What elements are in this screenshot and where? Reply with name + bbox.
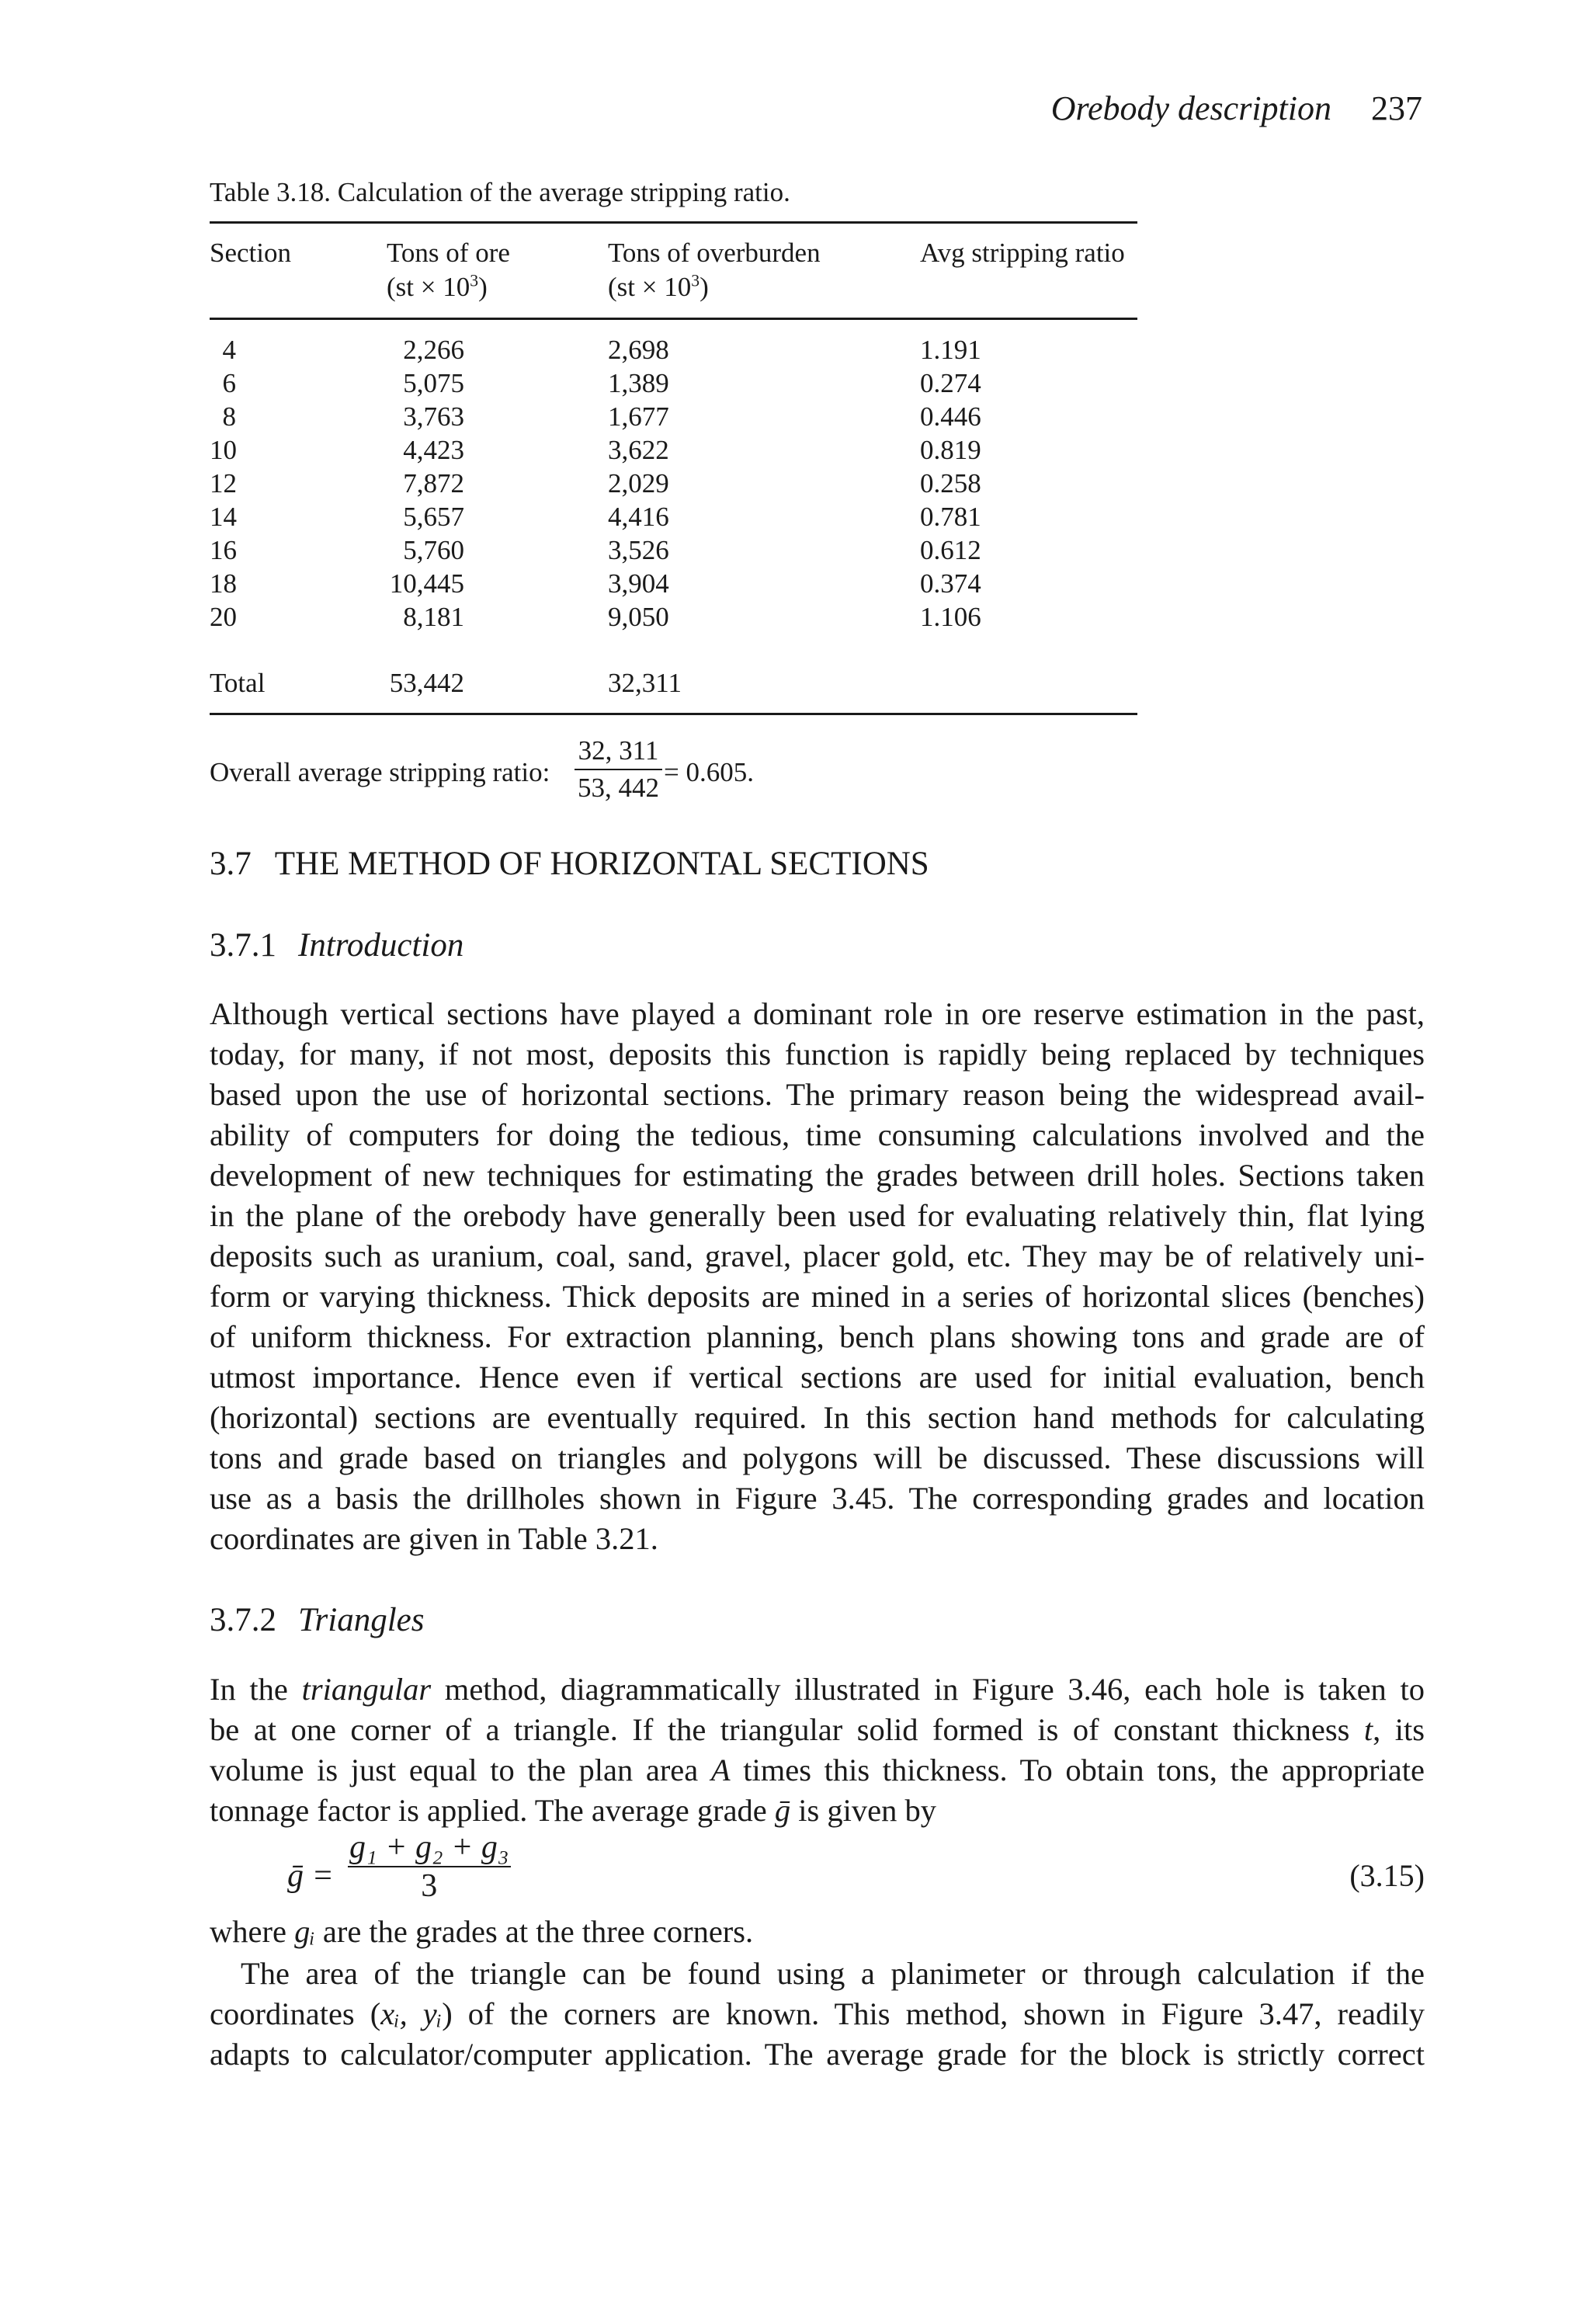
- paragraph-line: adapts to calculator/computer application. The average grade for the block is strictly correct: [210, 2037, 1425, 2072]
- cell-ore: 2,266: [403, 335, 464, 365]
- paragraph-line: The area of the triangle can be found using a planimeter or through calculation if the: [241, 1956, 1425, 1991]
- paragraph-line: tons and grade based on triangles and polygons will be discussed. These discussions will: [210, 1440, 1425, 1475]
- table-header-rule: [210, 318, 1137, 320]
- paragraph-line: coordinates are given in Table 3.21.: [210, 1521, 658, 1556]
- equation-number: (3.15): [1349, 1858, 1425, 1893]
- section-number: 3.7: [210, 846, 252, 882]
- cell-ratio: 0.258: [920, 468, 981, 498]
- triangles-paragraph: [210, 1669, 1425, 1831]
- table-top-rule: [210, 221, 1137, 224]
- paragraph-line: volume is just equal to the plan area A times this thickness. To obtain tons, the appropriate: [210, 1753, 1425, 1787]
- paragraph-line: utmost importance. Hence even if vertical sections are used for initial evaluation, bench: [210, 1360, 1425, 1395]
- table-bottom-rule: [210, 713, 1137, 715]
- subsection-number: 3.7.1: [210, 927, 276, 964]
- subsection-heading-triangles: [210, 1601, 425, 1639]
- total-label: Total: [210, 668, 266, 698]
- paragraph-line: where gᵢ are the grades at the three corners.: [210, 1914, 754, 1949]
- cell-overburden: 2,698: [608, 335, 669, 365]
- cell-ratio: 0.374: [920, 568, 981, 599]
- cell-section: 16: [210, 535, 237, 565]
- overall-ratio-fraction: [575, 733, 662, 806]
- introduction-paragraph: [210, 994, 1425, 1559]
- subsection-title: Introduction: [298, 927, 464, 964]
- paragraph-line: be at one corner of a triangle. If the triangular solid formed is of constant thickness t, its: [210, 1712, 1425, 1747]
- paragraph-line: tonnage factor is applied. The average grade ḡ is given by: [210, 1793, 937, 1828]
- section-heading: [210, 845, 929, 883]
- cell-ore: 5,657: [403, 502, 464, 532]
- paragraph-line: In the triangular method, diagrammatically illustrated in Figure 3.46, each hole is taken to: [210, 1672, 1425, 1707]
- cell-ratio: 1.106: [920, 602, 981, 632]
- subsection-heading-introduction: [210, 926, 463, 964]
- header-ore-unit: $(st \times 10^3)$: [387, 271, 488, 302]
- overall-ratio-label: Overall average stripping ratio:: [210, 757, 550, 787]
- total-ore: 53,442: [389, 668, 464, 698]
- cell-section: 12: [210, 468, 237, 498]
- cell-ratio: 1.191: [920, 335, 981, 365]
- total-overburden: 32,311: [608, 668, 682, 698]
- cell-overburden: 3,526: [608, 535, 669, 565]
- cell-section: 10: [210, 435, 237, 465]
- cell-ratio: 0.781: [920, 502, 981, 532]
- paragraph-line: today, for many, if not most, deposits this function is rapidly being replaced by techniques: [210, 1037, 1425, 1072]
- paragraph-line: in the plane of the orebody have generally been used for evaluating relatively thin, flat lying: [210, 1198, 1425, 1233]
- cell-ore: 7,872: [403, 468, 464, 498]
- cell-ore: 5,075: [403, 368, 464, 398]
- where-line: [210, 1912, 1425, 1952]
- cell-ore: 10,445: [389, 568, 464, 599]
- cell-overburden: 9,050: [608, 602, 669, 632]
- paragraph-line: development of new techniques for estimating the grades between drill holes. Sections taken: [210, 1158, 1425, 1193]
- area-paragraph: [210, 1954, 1425, 2075]
- header-ore: Tons of ore: [387, 238, 510, 268]
- paragraph-line: of uniform thickness. For extraction planning, bench plans showing tons and grade are of: [210, 1319, 1425, 1354]
- page-number: 237: [1371, 89, 1422, 127]
- cell-section: 14: [210, 502, 237, 532]
- cell-section: 18: [210, 568, 237, 599]
- paragraph-line: form or varying thickness. Thick deposits are mined in a series of horizontal slices (benches): [210, 1279, 1425, 1314]
- cell-ore: 3,763: [403, 401, 464, 432]
- running-header: [1050, 89, 1422, 127]
- cell-ratio: 0.819: [920, 435, 981, 465]
- overall-ratio-result: = 0.605.: [664, 757, 754, 787]
- subsection-number: 3.7.2: [210, 1602, 276, 1638]
- cell-overburden: 3,622: [608, 435, 669, 465]
- paragraph-line: use as a basis the drillholes shown in Figure 3.45. The corresponding grades and location: [210, 1481, 1425, 1516]
- running-header-title: Orebody description: [1050, 89, 1331, 127]
- cell-ratio: 0.612: [920, 535, 981, 565]
- cell-overburden: 2,029: [608, 468, 669, 498]
- equation-lhs: ḡ =: [287, 1858, 334, 1894]
- header-overburden-unit: $(st \times 10^3)$: [608, 271, 709, 302]
- paragraph-line: Although vertical sections have played a dominant role in ore reserve estimation in the past,: [210, 996, 1425, 1031]
- equation-fraction: [348, 1829, 511, 1905]
- cell-overburden: 3,904: [608, 568, 669, 599]
- cell-section: 20: [210, 602, 237, 632]
- cell-overburden: 1,677: [608, 401, 669, 432]
- header-avg-ratio: Avg stripping ratio: [920, 238, 1125, 268]
- paragraph-line: (horizontal) sections are eventually required. In this section hand methods for calculating: [210, 1400, 1425, 1435]
- cell-section: 8: [222, 401, 236, 432]
- header-overburden: Tons of overburden: [608, 238, 821, 268]
- cell-overburden: 1,389: [608, 368, 669, 398]
- table-caption: Table 3.18. Calculation of the average stripping ratio.: [210, 177, 790, 207]
- fraction-numerator: 32, 311: [578, 735, 659, 766]
- cell-ratio: 0.446: [920, 401, 981, 432]
- paragraph-line: based upon the use of horizontal sections. The primary reason being the widespread avail-: [210, 1077, 1425, 1112]
- equation-denominator: 3: [421, 1868, 438, 1904]
- paragraph-line: deposits such as uranium, coal, sand, gravel, placer gold, etc. They may be of relatively uni-: [210, 1238, 1425, 1273]
- cell-overburden: 4,416: [608, 502, 669, 532]
- cell-section: 6: [222, 368, 236, 398]
- header-section: Section: [210, 238, 291, 268]
- cell-section: 4: [222, 335, 236, 365]
- cell-ratio: 0.274: [920, 368, 981, 398]
- cell-ore: 8,181: [403, 602, 464, 632]
- paragraph-line: ability of computers for doing the tedious, time consuming calculations involved and the: [210, 1117, 1425, 1152]
- paragraph-line: coordinates (xᵢ, yᵢ) of the corners are known. This method, shown in Figure 3.47, readily: [210, 1996, 1425, 2031]
- section-title: THE METHOD OF HORIZONTAL SECTIONS: [274, 846, 929, 882]
- fraction-denominator: 53, 442: [578, 773, 659, 803]
- equation-numerator: g₁ + g₂ + g₃: [349, 1829, 509, 1865]
- subsection-title: Triangles: [298, 1602, 425, 1638]
- cell-ore: 5,760: [403, 535, 464, 565]
- cell-ore: 4,423: [403, 435, 464, 465]
